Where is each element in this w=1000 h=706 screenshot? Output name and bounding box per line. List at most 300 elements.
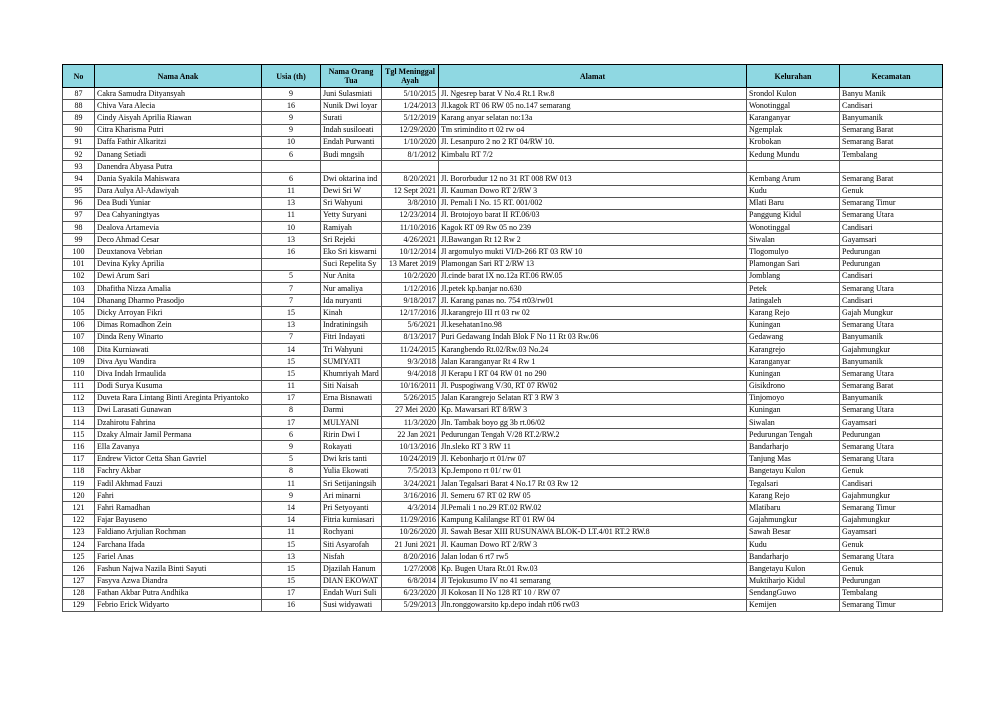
cell-nama-orang-tua[interactable]: Tri Wahyuni: [321, 343, 382, 355]
cell-nama-orang-tua[interactable]: Endah Purwanti: [321, 136, 382, 148]
cell-no[interactable]: 100: [63, 246, 95, 258]
cell-kecamatan[interactable]: Pedurungan: [840, 575, 943, 587]
cell-tgl-meninggal[interactable]: 9/4/2018: [382, 368, 439, 380]
cell-nama-orang-tua[interactable]: [321, 161, 382, 173]
cell-tgl-meninggal[interactable]: [382, 161, 439, 173]
cell-alamat[interactable]: Jl Kerapu I RT 04 RW 01 no 290: [439, 368, 747, 380]
cell-tgl-meninggal[interactable]: 5/29/2013: [382, 599, 439, 611]
cell-kecamatan[interactable]: [840, 161, 943, 173]
cell-kecamatan[interactable]: Gajahmungkur: [840, 514, 943, 526]
cell-nama-orang-tua[interactable]: Sri Rejeki: [321, 234, 382, 246]
cell-usia[interactable]: 8: [262, 404, 321, 416]
cell-tgl-meninggal[interactable]: 10/26/2020: [382, 526, 439, 538]
cell-alamat[interactable]: Jalan lodan 6 rt7 rw5: [439, 551, 747, 563]
cell-alamat[interactable]: [439, 161, 747, 173]
cell-usia[interactable]: 11: [262, 380, 321, 392]
cell-alamat[interactable]: Kimbalu RT 7/2: [439, 148, 747, 160]
cell-usia[interactable]: [262, 258, 321, 270]
cell-kelurahan[interactable]: Tegalsari: [747, 478, 840, 490]
cell-nama-anak[interactable]: Dwi Larasati Gunawan: [95, 404, 262, 416]
cell-tgl-meninggal[interactable]: 11/10/2016: [382, 222, 439, 234]
cell-nama-anak[interactable]: Febrio Erick Widyarto: [95, 599, 262, 611]
cell-alamat[interactable]: Kp.Jempono rt 01/ rw 01: [439, 465, 747, 477]
cell-alamat[interactable]: Karang anyar selatan no:13a: [439, 112, 747, 124]
cell-nama-anak[interactable]: Fajar Bayuseno: [95, 514, 262, 526]
cell-nama-anak[interactable]: Dara Aulya Al-Adawiyah: [95, 185, 262, 197]
cell-no[interactable]: 127: [63, 575, 95, 587]
cell-nama-orang-tua[interactable]: Rochyani: [321, 526, 382, 538]
cell-kecamatan[interactable]: Semarang Barat: [840, 124, 943, 136]
cell-no[interactable]: 97: [63, 209, 95, 221]
cell-nama-anak[interactable]: Fachry Akbar: [95, 465, 262, 477]
cell-no[interactable]: 102: [63, 270, 95, 282]
cell-usia[interactable]: 10: [262, 136, 321, 148]
cell-kelurahan[interactable]: Sawah Besar: [747, 526, 840, 538]
cell-alamat[interactable]: Puri Gedawang Indah Blok F No 11 Rt 03 Rw.06: [439, 331, 747, 343]
cell-tgl-meninggal[interactable]: 8/1/2012: [382, 148, 439, 160]
cell-kelurahan[interactable]: Wonotinggal: [747, 222, 840, 234]
cell-alamat[interactable]: Jl Tejokusumo IV no 41 semarang: [439, 575, 747, 587]
cell-alamat[interactable]: Jl. Karang panas no. 754 rt03/rw01: [439, 295, 747, 307]
cell-no[interactable]: 91: [63, 136, 95, 148]
cell-kelurahan[interactable]: Krobokan: [747, 136, 840, 148]
cell-nama-anak[interactable]: Citra Kharisma Putri: [95, 124, 262, 136]
cell-no[interactable]: 107: [63, 331, 95, 343]
cell-usia[interactable]: 16: [262, 100, 321, 112]
cell-alamat[interactable]: Jl.petek kp.banjar no.630: [439, 283, 747, 295]
cell-nama-anak[interactable]: Devina Kyky Aprilia: [95, 258, 262, 270]
cell-tgl-meninggal[interactable]: 1/12/2016: [382, 283, 439, 295]
cell-tgl-meninggal[interactable]: 8/20/2021: [382, 173, 439, 185]
cell-usia[interactable]: 14: [262, 502, 321, 514]
cell-kelurahan[interactable]: Wonotinggal: [747, 100, 840, 112]
cell-nama-anak[interactable]: Dzahirotu Fahrina: [95, 417, 262, 429]
cell-kecamatan[interactable]: Semarang Utara: [840, 319, 943, 331]
cell-kecamatan[interactable]: Semarang Utara: [840, 209, 943, 221]
cell-no[interactable]: 122: [63, 514, 95, 526]
cell-nama-orang-tua[interactable]: Budi mngsih: [321, 148, 382, 160]
cell-tgl-meninggal[interactable]: 4/3/2014: [382, 502, 439, 514]
cell-kecamatan[interactable]: Semarang Utara: [840, 551, 943, 563]
header-no[interactable]: No: [63, 65, 95, 88]
cell-kelurahan[interactable]: Kuningan: [747, 368, 840, 380]
cell-kelurahan[interactable]: Bangetayu Kulon: [747, 563, 840, 575]
cell-tgl-meninggal[interactable]: 9/18/2017: [382, 295, 439, 307]
cell-kecamatan[interactable]: Semarang Utara: [840, 404, 943, 416]
cell-kelurahan[interactable]: Muktiharjo Kidul: [747, 575, 840, 587]
cell-usia[interactable]: 7: [262, 283, 321, 295]
cell-usia[interactable]: 9: [262, 124, 321, 136]
cell-alamat[interactable]: Jl. Semeru 67 RT 02 RW 05: [439, 490, 747, 502]
cell-no[interactable]: 129: [63, 599, 95, 611]
cell-tgl-meninggal[interactable]: 13 Maret 2019: [382, 258, 439, 270]
cell-nama-orang-tua[interactable]: Djazilah Hanum: [321, 563, 382, 575]
cell-tgl-meninggal[interactable]: 6/23/2020: [382, 587, 439, 599]
cell-alamat[interactable]: Tm srimindito rt 02 rw o4: [439, 124, 747, 136]
cell-kecamatan[interactable]: Candisari: [840, 478, 943, 490]
cell-kecamatan[interactable]: Gayamsari: [840, 417, 943, 429]
cell-no[interactable]: 123: [63, 526, 95, 538]
cell-tgl-meninggal[interactable]: 3/24/2021: [382, 478, 439, 490]
cell-tgl-meninggal[interactable]: 11/3/2020: [382, 417, 439, 429]
cell-alamat[interactable]: Jl.Pemali 1 no.29 RT.02 RW.02: [439, 502, 747, 514]
cell-alamat[interactable]: Jl argomulyo mukti VI/D-266 RT 03 RW 10: [439, 246, 747, 258]
cell-kecamatan[interactable]: Semarang Barat: [840, 173, 943, 185]
cell-kecamatan[interactable]: Semarang Utara: [840, 283, 943, 295]
cell-kelurahan[interactable]: Kemijen: [747, 599, 840, 611]
cell-kelurahan[interactable]: Plamongan Sari: [747, 258, 840, 270]
cell-nama-anak[interactable]: Dewi Arum Sari: [95, 270, 262, 282]
cell-no[interactable]: 98: [63, 222, 95, 234]
cell-kecamatan[interactable]: Gajahmungkur: [840, 490, 943, 502]
cell-kelurahan[interactable]: Jomblang: [747, 270, 840, 282]
cell-kelurahan[interactable]: Kudu: [747, 538, 840, 550]
cell-nama-anak[interactable]: Fadil Akhmad Fauzi: [95, 478, 262, 490]
header-nama-anak[interactable]: Nama Anak: [95, 65, 262, 88]
cell-kelurahan[interactable]: Mlati Baru: [747, 197, 840, 209]
cell-nama-anak[interactable]: Danang Setiadi: [95, 148, 262, 160]
cell-alamat[interactable]: Jl. Sawah Besar XIII RUSUNAWA BLOK-D LT.4/01 RT.2 RW.8: [439, 526, 747, 538]
cell-tgl-meninggal[interactable]: 11/29/2016: [382, 514, 439, 526]
cell-no[interactable]: 125: [63, 551, 95, 563]
cell-no[interactable]: 104: [63, 295, 95, 307]
cell-nama-orang-tua[interactable]: Nur Anita: [321, 270, 382, 282]
cell-usia[interactable]: 15: [262, 368, 321, 380]
cell-nama-orang-tua[interactable]: Khumriyah Mard: [321, 368, 382, 380]
cell-usia[interactable]: 9: [262, 441, 321, 453]
cell-no[interactable]: 93: [63, 161, 95, 173]
cell-kecamatan[interactable]: Banyumanik: [840, 112, 943, 124]
cell-kecamatan[interactable]: Banyumanik: [840, 392, 943, 404]
cell-usia[interactable]: 9: [262, 490, 321, 502]
cell-nama-orang-tua[interactable]: Yulia Ekowati: [321, 465, 382, 477]
cell-tgl-meninggal[interactable]: 27 Mei 2020: [382, 404, 439, 416]
cell-kelurahan[interactable]: Kudu: [747, 185, 840, 197]
cell-nama-anak[interactable]: Dimas Romadhon Zein: [95, 319, 262, 331]
cell-tgl-meninggal[interactable]: 3/16/2016: [382, 490, 439, 502]
cell-usia[interactable]: 17: [262, 417, 321, 429]
cell-no[interactable]: 110: [63, 368, 95, 380]
cell-nama-orang-tua[interactable]: Ririn Dwi I: [321, 429, 382, 441]
header-kelurahan[interactable]: Kelurahan: [747, 65, 840, 88]
header-alamat[interactable]: Alamat: [439, 65, 747, 88]
cell-no[interactable]: 118: [63, 465, 95, 477]
cell-kecamatan[interactable]: Pedurungan: [840, 246, 943, 258]
cell-tgl-meninggal[interactable]: 10/16/2011: [382, 380, 439, 392]
cell-kecamatan[interactable]: Gajahmungkur: [840, 343, 943, 355]
cell-nama-orang-tua[interactable]: Pri Setyoyanti: [321, 502, 382, 514]
header-kecamatan[interactable]: Kecamatan: [840, 65, 943, 88]
cell-tgl-meninggal[interactable]: 8/13/2017: [382, 331, 439, 343]
cell-nama-orang-tua[interactable]: Nur amaliya: [321, 283, 382, 295]
cell-kelurahan[interactable]: Kuningan: [747, 404, 840, 416]
cell-nama-orang-tua[interactable]: Nunik Dwi loyar: [321, 100, 382, 112]
cell-usia[interactable]: 13: [262, 551, 321, 563]
cell-no[interactable]: 103: [63, 283, 95, 295]
cell-nama-anak[interactable]: Fathan Akbar Putra Andhika: [95, 587, 262, 599]
cell-usia[interactable]: 13: [262, 319, 321, 331]
cell-nama-anak[interactable]: Diva Ayu Wandira: [95, 356, 262, 368]
cell-nama-anak[interactable]: Fahri Ramadhan: [95, 502, 262, 514]
cell-alamat[interactable]: Jln. Tambak boyo gg 3b rt.06/02: [439, 417, 747, 429]
cell-kecamatan[interactable]: Semarang Timur: [840, 599, 943, 611]
cell-no[interactable]: 113: [63, 404, 95, 416]
cell-usia[interactable]: 8: [262, 465, 321, 477]
cell-kelurahan[interactable]: Kedung Mundu: [747, 148, 840, 160]
cell-alamat[interactable]: Jalan Tegalsari Barat 4 No.17 Rt 03 Rw 12: [439, 478, 747, 490]
cell-nama-anak[interactable]: Cakra Samudra Dityansyah: [95, 88, 262, 100]
cell-alamat[interactable]: Kampung Kalilangse RT 01 RW 04: [439, 514, 747, 526]
cell-no[interactable]: 94: [63, 173, 95, 185]
cell-nama-anak[interactable]: Dhanang Dharmo Prasodjo: [95, 295, 262, 307]
cell-tgl-meninggal[interactable]: 5/26/2015: [382, 392, 439, 404]
cell-kecamatan[interactable]: Tembalang: [840, 148, 943, 160]
cell-nama-anak[interactable]: Diva Indah Irmaulida: [95, 368, 262, 380]
cell-alamat[interactable]: Plamongan Sari RT 2/RW 13: [439, 258, 747, 270]
cell-tgl-meninggal[interactable]: 1/27/2008: [382, 563, 439, 575]
cell-nama-anak[interactable]: Fashun Najwa Nazila Binti Sayuti: [95, 563, 262, 575]
cell-kecamatan[interactable]: Pedurungan: [840, 258, 943, 270]
cell-kecamatan[interactable]: Tembalang: [840, 587, 943, 599]
cell-no[interactable]: 120: [63, 490, 95, 502]
cell-kecamatan[interactable]: Semarang Timur: [840, 502, 943, 514]
cell-kelurahan[interactable]: Ngemplak: [747, 124, 840, 136]
cell-alamat[interactable]: Jl. Kauman Dowo RT 2/RW 3: [439, 538, 747, 550]
cell-kelurahan[interactable]: Mlatibaru: [747, 502, 840, 514]
cell-tgl-meninggal[interactable]: 6/8/2014: [382, 575, 439, 587]
cell-nama-orang-tua[interactable]: Ida nuryanti: [321, 295, 382, 307]
cell-kelurahan[interactable]: Tanjung Mas: [747, 453, 840, 465]
cell-nama-orang-tua[interactable]: Eko Sri kiswarni: [321, 246, 382, 258]
cell-usia[interactable]: 6: [262, 429, 321, 441]
cell-kecamatan[interactable]: Candisari: [840, 222, 943, 234]
cell-usia[interactable]: 7: [262, 331, 321, 343]
cell-tgl-meninggal[interactable]: 12 Sept 2021: [382, 185, 439, 197]
cell-no[interactable]: 121: [63, 502, 95, 514]
cell-usia[interactable]: 15: [262, 307, 321, 319]
cell-no[interactable]: 99: [63, 234, 95, 246]
cell-no[interactable]: 116: [63, 441, 95, 453]
cell-usia[interactable]: 13: [262, 234, 321, 246]
cell-no[interactable]: 108: [63, 343, 95, 355]
header-nama-orang-tua[interactable]: Nama Orang Tua: [321, 65, 382, 88]
cell-tgl-meninggal[interactable]: 3/8/2010: [382, 197, 439, 209]
cell-alamat[interactable]: Jl. Kebonharjo rt 01/rw 07: [439, 453, 747, 465]
cell-kelurahan[interactable]: Bandarharjo: [747, 551, 840, 563]
cell-nama-anak[interactable]: Fahri: [95, 490, 262, 502]
cell-nama-orang-tua[interactable]: MULYANI: [321, 417, 382, 429]
cell-kecamatan[interactable]: Gayamsari: [840, 526, 943, 538]
cell-kelurahan[interactable]: Panggung Kidul: [747, 209, 840, 221]
cell-alamat[interactable]: Jln.ronggowarsito kp.depo indah rt06 rw03: [439, 599, 747, 611]
cell-usia[interactable]: 17: [262, 392, 321, 404]
cell-kecamatan[interactable]: Semarang Barat: [840, 380, 943, 392]
cell-nama-anak[interactable]: Chiva Vara Alecia: [95, 100, 262, 112]
cell-kelurahan[interactable]: [747, 161, 840, 173]
cell-tgl-meninggal[interactable]: 4/26/2021: [382, 234, 439, 246]
cell-kecamatan[interactable]: Semarang Utara: [840, 368, 943, 380]
cell-alamat[interactable]: Jl.cinde barat IX no.12a RT.06 RW.05: [439, 270, 747, 282]
cell-tgl-meninggal[interactable]: 5/12/2019: [382, 112, 439, 124]
cell-kelurahan[interactable]: Karang Rejo: [747, 490, 840, 502]
cell-kecamatan[interactable]: Semarang Utara: [840, 453, 943, 465]
cell-nama-orang-tua[interactable]: Dewi Sri W: [321, 185, 382, 197]
cell-usia[interactable]: 14: [262, 514, 321, 526]
cell-tgl-meninggal[interactable]: 1/24/2013: [382, 100, 439, 112]
cell-kecamatan[interactable]: Genuk: [840, 465, 943, 477]
cell-no[interactable]: 89: [63, 112, 95, 124]
cell-no[interactable]: 117: [63, 453, 95, 465]
cell-tgl-meninggal[interactable]: 10/24/2019: [382, 453, 439, 465]
cell-tgl-meninggal[interactable]: 12/23/2014: [382, 209, 439, 221]
cell-nama-anak[interactable]: Faldiano Arjulian Rochman: [95, 526, 262, 538]
cell-nama-orang-tua[interactable]: Ari minarni: [321, 490, 382, 502]
cell-alamat[interactable]: Jl. Bororbudur 12 no 31 RT 008 RW 013: [439, 173, 747, 185]
cell-kecamatan[interactable]: Banyumanik: [840, 331, 943, 343]
cell-usia[interactable]: 17: [262, 587, 321, 599]
cell-no[interactable]: 111: [63, 380, 95, 392]
cell-alamat[interactable]: Kp. Mawarsari RT 8/RW 3: [439, 404, 747, 416]
cell-nama-anak[interactable]: Fariel Anas: [95, 551, 262, 563]
cell-alamat[interactable]: Jl.Bawangan Rt 12 Rw 2: [439, 234, 747, 246]
cell-no[interactable]: 88: [63, 100, 95, 112]
cell-nama-orang-tua[interactable]: Yetty Suryani: [321, 209, 382, 221]
cell-nama-orang-tua[interactable]: DIAN EKOWAT: [321, 575, 382, 587]
header-tgl-meninggal[interactable]: Tgl Meninggal Ayah: [382, 65, 439, 88]
cell-no[interactable]: 124: [63, 538, 95, 550]
cell-kelurahan[interactable]: SendangGuwo: [747, 587, 840, 599]
cell-tgl-meninggal[interactable]: 11/24/2015: [382, 343, 439, 355]
cell-kecamatan[interactable]: Candisari: [840, 270, 943, 282]
cell-kecamatan[interactable]: Semarang Timur: [840, 197, 943, 209]
cell-usia[interactable]: 14: [262, 343, 321, 355]
cell-kelurahan[interactable]: Tinjomoyo: [747, 392, 840, 404]
cell-kelurahan[interactable]: Gajahmungkur: [747, 514, 840, 526]
cell-no[interactable]: 112: [63, 392, 95, 404]
cell-tgl-meninggal[interactable]: 5/6/2021: [382, 319, 439, 331]
cell-no[interactable]: 96: [63, 197, 95, 209]
cell-usia[interactable]: 9: [262, 88, 321, 100]
cell-usia[interactable]: 11: [262, 209, 321, 221]
cell-nama-anak[interactable]: Cindy Aisyah Aprilia Riawan: [95, 112, 262, 124]
cell-tgl-meninggal[interactable]: 8/20/2016: [382, 551, 439, 563]
cell-nama-orang-tua[interactable]: Sri Setijaningsih: [321, 478, 382, 490]
header-usia[interactable]: Usia (th): [262, 65, 321, 88]
cell-usia[interactable]: 15: [262, 538, 321, 550]
cell-nama-orang-tua[interactable]: SUMIYATI: [321, 356, 382, 368]
cell-alamat[interactable]: Jl. Lesanpuro 2 no 2 RT 04/RW 10.: [439, 136, 747, 148]
cell-nama-anak[interactable]: Dhafitha Nizza Amalia: [95, 283, 262, 295]
cell-alamat[interactable]: Kagok RT 09 Rw 05 no 239: [439, 222, 747, 234]
cell-alamat[interactable]: Jl.kesehatan1no.98: [439, 319, 747, 331]
cell-usia[interactable]: 11: [262, 526, 321, 538]
cell-usia[interactable]: 9: [262, 112, 321, 124]
cell-nama-orang-tua[interactable]: Suci Repelita Sy: [321, 258, 382, 270]
cell-usia[interactable]: 6: [262, 173, 321, 185]
cell-no[interactable]: 109: [63, 356, 95, 368]
cell-nama-orang-tua[interactable]: Erna Bisnawati: [321, 392, 382, 404]
cell-alamat[interactable]: Jl. Pemali I No. 15 RT. 001/002: [439, 197, 747, 209]
cell-nama-orang-tua[interactable]: Siti Asyarofah: [321, 538, 382, 550]
cell-no[interactable]: 119: [63, 478, 95, 490]
cell-kecamatan[interactable]: Banyu Manik: [840, 88, 943, 100]
cell-kelurahan[interactable]: Srondol Kulon: [747, 88, 840, 100]
cell-kecamatan[interactable]: Gajah Mungkur: [840, 307, 943, 319]
cell-nama-orang-tua[interactable]: Darmi: [321, 404, 382, 416]
cell-usia[interactable]: 7: [262, 295, 321, 307]
cell-nama-anak[interactable]: Endrew Victor Cetta Shan Gavriel: [95, 453, 262, 465]
cell-tgl-meninggal[interactable]: 7/5/2013: [382, 465, 439, 477]
cell-nama-anak[interactable]: Dinda Reny Winarto: [95, 331, 262, 343]
cell-nama-orang-tua[interactable]: Susi widyawati: [321, 599, 382, 611]
cell-tgl-meninggal[interactable]: 5/10/2015: [382, 88, 439, 100]
cell-kelurahan[interactable]: Karanganyar: [747, 112, 840, 124]
cell-alamat[interactable]: Jln.sleko RT 3 RW 11: [439, 441, 747, 453]
cell-nama-anak[interactable]: Dealova Artamevia: [95, 222, 262, 234]
cell-kelurahan[interactable]: Siwalan: [747, 234, 840, 246]
cell-tgl-meninggal[interactable]: 12/29/2020: [382, 124, 439, 136]
cell-nama-orang-tua[interactable]: Endah Wuri Suli: [321, 587, 382, 599]
cell-alamat[interactable]: Jl.kagok RT 06 RW 05 no.147 semarang: [439, 100, 747, 112]
cell-kecamatan[interactable]: Genuk: [840, 563, 943, 575]
cell-kelurahan[interactable]: Kuningan: [747, 319, 840, 331]
cell-alamat[interactable]: Jalan Karanganyar Rt 4 Rw 1: [439, 356, 747, 368]
cell-nama-anak[interactable]: Dzaky Almair Jamil Permana: [95, 429, 262, 441]
cell-kelurahan[interactable]: Kembang Arum: [747, 173, 840, 185]
cell-usia[interactable]: 15: [262, 563, 321, 575]
cell-nama-anak[interactable]: Fasyva Azwa Diandra: [95, 575, 262, 587]
cell-kecamatan[interactable]: Banyumanik: [840, 356, 943, 368]
cell-alamat[interactable]: Pedurungan Tengah V/28 RT.2/RW.2: [439, 429, 747, 441]
cell-kecamatan[interactable]: Genuk: [840, 185, 943, 197]
cell-nama-orang-tua[interactable]: Indah susiloeati: [321, 124, 382, 136]
cell-nama-anak[interactable]: Daffa Fathir Alkaritzi: [95, 136, 262, 148]
cell-kelurahan[interactable]: Pedurungan Tengah: [747, 429, 840, 441]
cell-nama-orang-tua[interactable]: Rokayati: [321, 441, 382, 453]
cell-usia[interactable]: 11: [262, 478, 321, 490]
cell-nama-anak[interactable]: Deco Ahmad Cesar: [95, 234, 262, 246]
cell-kecamatan[interactable]: Semarang Barat: [840, 136, 943, 148]
cell-no[interactable]: 95: [63, 185, 95, 197]
cell-kelurahan[interactable]: Jatingaleh: [747, 295, 840, 307]
cell-kelurahan[interactable]: Bandarharjo: [747, 441, 840, 453]
cell-tgl-meninggal[interactable]: 1/10/2020: [382, 136, 439, 148]
cell-tgl-meninggal[interactable]: 21 Juni 2021: [382, 538, 439, 550]
cell-nama-orang-tua[interactable]: Sri Wahyuni: [321, 197, 382, 209]
cell-no[interactable]: 106: [63, 319, 95, 331]
cell-tgl-meninggal[interactable]: 12/17/2016: [382, 307, 439, 319]
cell-nama-anak[interactable]: Farchana Ifada: [95, 538, 262, 550]
cell-nama-orang-tua[interactable]: Dwi oktarina ind: [321, 173, 382, 185]
cell-nama-orang-tua[interactable]: Fitria kurniasari: [321, 514, 382, 526]
cell-kelurahan[interactable]: Tlogomulyo: [747, 246, 840, 258]
cell-nama-anak[interactable]: Duveta Rara Lintang Binti Areginta Priyantoko: [95, 392, 262, 404]
cell-alamat[interactable]: Jl. Puspogiwang V/30, RT 07 RW02: [439, 380, 747, 392]
cell-nama-anak[interactable]: Deuxtanova Vebrian: [95, 246, 262, 258]
cell-kecamatan[interactable]: Candisari: [840, 100, 943, 112]
cell-usia[interactable]: 5: [262, 270, 321, 282]
cell-nama-anak[interactable]: Dicky Arroyan Fikri: [95, 307, 262, 319]
cell-nama-anak[interactable]: Dodi Surya Kusuma: [95, 380, 262, 392]
cell-alamat[interactable]: Jl. Brotojoyo barat II RT.06/03: [439, 209, 747, 221]
cell-kelurahan[interactable]: Karang Rejo: [747, 307, 840, 319]
cell-no[interactable]: 92: [63, 148, 95, 160]
cell-usia[interactable]: 6: [262, 148, 321, 160]
cell-nama-orang-tua[interactable]: Surati: [321, 112, 382, 124]
cell-nama-orang-tua[interactable]: Siti Naisah: [321, 380, 382, 392]
cell-usia[interactable]: 16: [262, 599, 321, 611]
cell-nama-orang-tua[interactable]: Nisfah: [321, 551, 382, 563]
